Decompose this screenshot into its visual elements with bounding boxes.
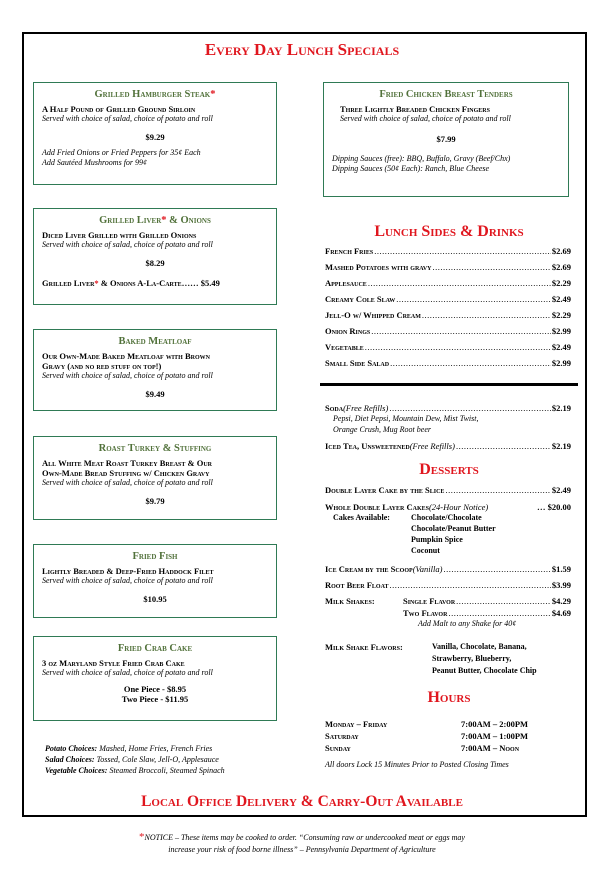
side-item: Vegetable ..... $2.49 <box>325 342 571 352</box>
hours-time: 7:00AM – 1:00PM <box>461 731 529 741</box>
special-liver-onions <box>33 208 277 305</box>
choices-row: Vegetable Choices: Steamed Broccoli, Steamed Spinach <box>45 766 225 775</box>
special-price: One Piece - $8.95 <box>123 684 187 694</box>
special-name: Grilled Hamburger Steak <box>94 89 211 100</box>
hours-time: 7:00AM – 2:00PM <box>461 719 529 729</box>
soda-list: Pepsi, Diet Pepsi, Mountain Dew, Mist Twist, <box>333 414 479 423</box>
special-name: Roast Turkey & Stuffing <box>98 443 212 454</box>
special-serve: Served with choice of salad, choice of potato and roll <box>42 240 213 249</box>
special-price: $10.95 <box>143 594 167 604</box>
special-serve: Served with choice of salad, choice of potato and roll <box>42 371 213 380</box>
special-name: Fried Fish <box>132 551 178 562</box>
shake-flavor: Strawberry, Blueberry, <box>432 654 512 663</box>
special-fried-fish <box>33 544 277 618</box>
hours-day: Saturday <box>325 731 359 741</box>
special-fried-crab-cake <box>33 636 277 721</box>
side-item: Onion Rings ..... $2.99 <box>325 326 571 336</box>
special-desc: Our Own-Made Baked Meatloaf with Brown <box>42 351 210 361</box>
hours-time: 7:00AM – Noon <box>461 743 520 753</box>
special-desc: Own-Made Bread Stuffing w/ Chicken Gravy <box>42 468 210 478</box>
special-name: Fried Crab Cake <box>117 643 193 654</box>
special-desc: A Half Pound of Grilled Ground Sirloin <box>42 104 196 114</box>
raw-warning-star: * <box>161 215 167 226</box>
cake-flavor: Pumpkin Spice <box>411 535 463 544</box>
hours-note: All doors Lock 15 Minutes Prior to Posted Closing Times <box>325 760 509 769</box>
dessert-whole-cake: Whole Double Layer Cakes (24-Hour Notice) … $20.00 <box>325 502 571 512</box>
side-item: Small Side Salad ..... $2.99 <box>325 358 571 368</box>
special-chicken-tenders <box>323 82 569 197</box>
sides-title: Lunch Sides & Drinks <box>374 223 524 240</box>
special-name: Baked Meatloaf <box>118 336 192 347</box>
special-price: $7.99 <box>436 134 456 144</box>
special-price: $9.79 <box>145 496 165 506</box>
special-desc: Lightly Breaded & Deep-Fried Haddock Filet <box>42 566 214 576</box>
cake-flavor: Chocolate/Peanut Butter <box>411 524 496 533</box>
hours-title: Hours <box>427 689 471 706</box>
special-desc: Three Lightly Breaded Chicken Fingers <box>340 104 490 114</box>
choices-row: Salad Choices: Tossed, Cole Slaw, Jell-O, Applesauce <box>45 755 219 764</box>
side-item: Mashed Potatoes with gravy ..... $2.69 <box>325 262 571 272</box>
cake-flavor: Chocolate/Chocolate <box>411 513 482 522</box>
special-serve: Served with choice of salad, choice of potato and roll <box>42 114 213 123</box>
special-meatloaf <box>33 329 277 411</box>
shake-flavor: Peanut Butter, Chocolate Chip <box>432 666 537 675</box>
shake-two: Two Flavor ..... $4.69 <box>403 608 571 618</box>
special-serve: Served with choice of salad, choice of potato and roll <box>42 576 213 585</box>
special-roast-turkey <box>33 436 277 520</box>
soda-list: Orange Crush, Mug Root beer <box>333 425 431 434</box>
raw-warning-star: * <box>139 831 145 843</box>
special-name: Grilled Liver <box>99 215 162 226</box>
flavors-label: Milk Shake Flavors: <box>325 642 403 652</box>
desserts-title: Desserts <box>419 461 479 478</box>
dipping-sauces: Dipping Sauces (free): BBQ, Buffalo, Gravy (Beef/Chx) <box>332 154 511 163</box>
shake-single: Single Flavor ..... $4.29 <box>403 596 571 606</box>
special-extra: Add Sautéed Mushrooms for 99¢ <box>42 158 148 167</box>
delivery-banner: Local Office Delivery & Carry-Out Available <box>141 793 463 810</box>
raw-warning-star: * <box>210 89 216 100</box>
drink-soda: Soda (Free Refills) ..... $2.19 <box>325 403 571 413</box>
dipping-sauces: Dipping Sauces (50¢ Each): Ranch, Blue Cheese <box>332 164 490 173</box>
cake-flavor: Coconut <box>411 546 440 555</box>
special-desc: Diced Liver Grilled with Grilled Onions <box>42 230 197 240</box>
special-price: $9.29 <box>145 132 165 142</box>
special-desc: 3 oz Maryland Style Fried Crab Cake <box>42 658 185 668</box>
special-serve: Served with choice of salad, choice of potato and roll <box>42 668 213 677</box>
special-price: Two Piece - $11.95 <box>121 694 189 704</box>
dessert-root-beer-float: Root Beer Float ..... $3.99 <box>325 580 571 590</box>
hours-day: Monday – Friday <box>325 719 388 729</box>
special-hamburger-steak <box>33 82 277 185</box>
special-serve: Served with choice of salad, choice of potato and roll <box>340 114 511 123</box>
raw-warning-star: * <box>94 278 99 288</box>
malt-note: Add Malt to any Shake for 40¢ <box>418 619 517 628</box>
shake-flavor: Vanilla, Chocolate, Banana, <box>432 642 527 651</box>
side-item: Creamy Cole Slaw ..... $2.49 <box>325 294 571 304</box>
side-item: French Fries ..... $2.69 <box>325 246 571 256</box>
special-serve: Served with choice of salad, choice of potato and roll <box>42 478 213 487</box>
special-name-suffix: & Onions <box>166 215 211 226</box>
alacarte-label: Grilled Liver <box>42 278 95 288</box>
section-divider <box>320 383 578 386</box>
drink-iced-tea: Iced Tea, Unsweetened (Free Refills) ..... $2.19 <box>325 441 571 451</box>
dessert-ice-cream: Ice Cream by the Scoop (Vanilla) ..... $1.59 <box>325 564 571 574</box>
notice-line: *NOTICE – These items may be cooked to order. “Consuming raw or undercooked meat or eggs may <box>139 831 465 843</box>
special-extra: Add Fried Onions or Fried Peppers for 35¢ Each <box>42 148 201 157</box>
special-name: Fried Chicken Breast Tenders <box>379 89 513 100</box>
alacarte-price: & Onions A-La-Carte…… $5.49 <box>98 278 220 288</box>
special-desc: Gravy (and no red stuff on top!) <box>42 361 162 371</box>
side-item: Jell-O w/ Whipped Cream ..... $2.29 <box>325 310 571 320</box>
special-price: $8.29 <box>145 258 165 268</box>
page-title: Every Day Lunch Specials <box>204 40 400 59</box>
side-item: Applesauce ..... $2.29 <box>325 278 571 288</box>
choices-row: Potato Choices: Mashed, Home Fries, French Fries <box>45 744 213 753</box>
milk-shakes-label: Milk Shakes: <box>325 596 375 606</box>
cakes-label: Cakes Available: <box>333 513 390 522</box>
special-desc: All White Meat Roast Turkey Breast & Our <box>42 458 212 468</box>
dessert-cake-slice: Double Layer Cake by the Slice ..... $2.49 <box>325 485 571 495</box>
special-price: $9.49 <box>145 389 165 399</box>
hours-day: Sunday <box>325 743 351 753</box>
notice-line: increase your risk of food borne illness” – Pennsylvania Department of Agriculture <box>168 845 436 854</box>
